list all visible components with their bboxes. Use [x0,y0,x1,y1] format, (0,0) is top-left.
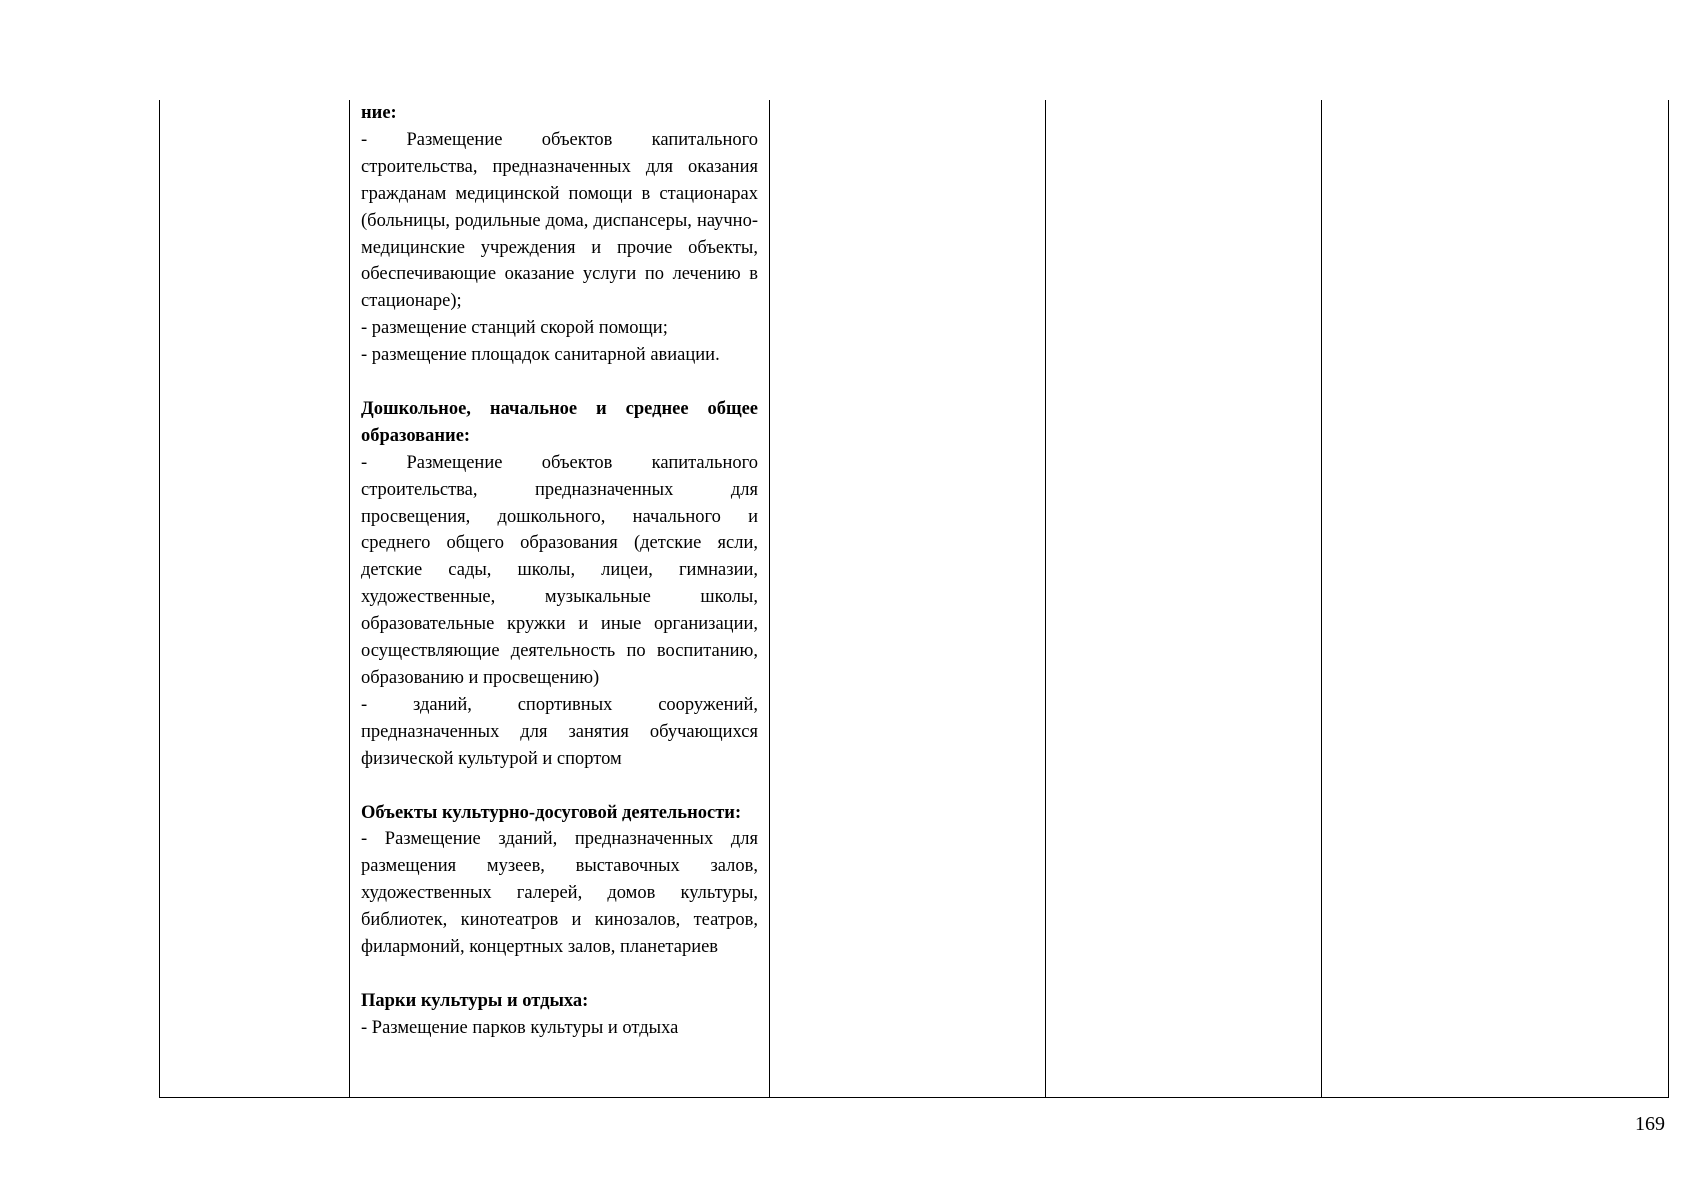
section-paragraph: - Размещение объектов капитального строительства, предназначенных для просвещения, дошкольного, начального и среднего общего образования (детские ясли, детские сады, школы, лицеи, гимназии, художественные, музыкальные школы, образовательные кружки и иные организации, осуществляющие деятельность по воспитанию, образованию и просвещению) [361,452,758,689]
table-cell-col4 [1046,100,1322,1098]
section-paragraph: - Размещение зданий, предназначенных для размещения музеев, выставочных залов, художественных галерей, домов культуры, библиотек, кинотеатров и кинозалов, театров, филармоний, концертных залов, планетариев [361,829,758,958]
section-paragraph: - Размещение объектов капитального строительства, предназначенных для оказания гражданам медицинской помощи в стационарах (больницы, родильные дома, диспансеры, научно-медицинские учреждения и прочие объекты, обеспечивающие оказание услуги по лечению в стационаре); [361,129,758,312]
section-paragraph: - размещение станций скорой помощи; [361,318,668,339]
section-heading: ние: [361,103,397,123]
cell-content [350,100,769,1042]
section-paragraph: - размещение площадок санитарной авиации. [361,345,720,366]
section-paragraph: - Размещение парков культуры и отдыха [361,1017,679,1038]
page-number: 169 [1635,1113,1665,1135]
section-paragraph: - зданий, спортивных сооружений, предназначенных для занятия обучающихся физической культурой и спортом [361,694,758,769]
table-cell-col2 [350,100,770,1098]
table-cell-col5 [1322,100,1669,1098]
section-heading: Объекты культурно-досуговой деятельности: [361,802,742,823]
section-block [361,800,758,961]
section-block [361,988,758,1042]
section-block [361,396,758,773]
section-block [361,100,758,369]
section-heading: Дошкольное, начальное и среднее общее образование: [361,398,758,446]
table-cell-col3 [770,100,1046,1098]
table-cell-col1 [160,100,350,1098]
document-table [159,100,1669,1098]
section-heading: Парки культуры и отдыха: [361,990,589,1011]
table-row [160,100,1669,1098]
